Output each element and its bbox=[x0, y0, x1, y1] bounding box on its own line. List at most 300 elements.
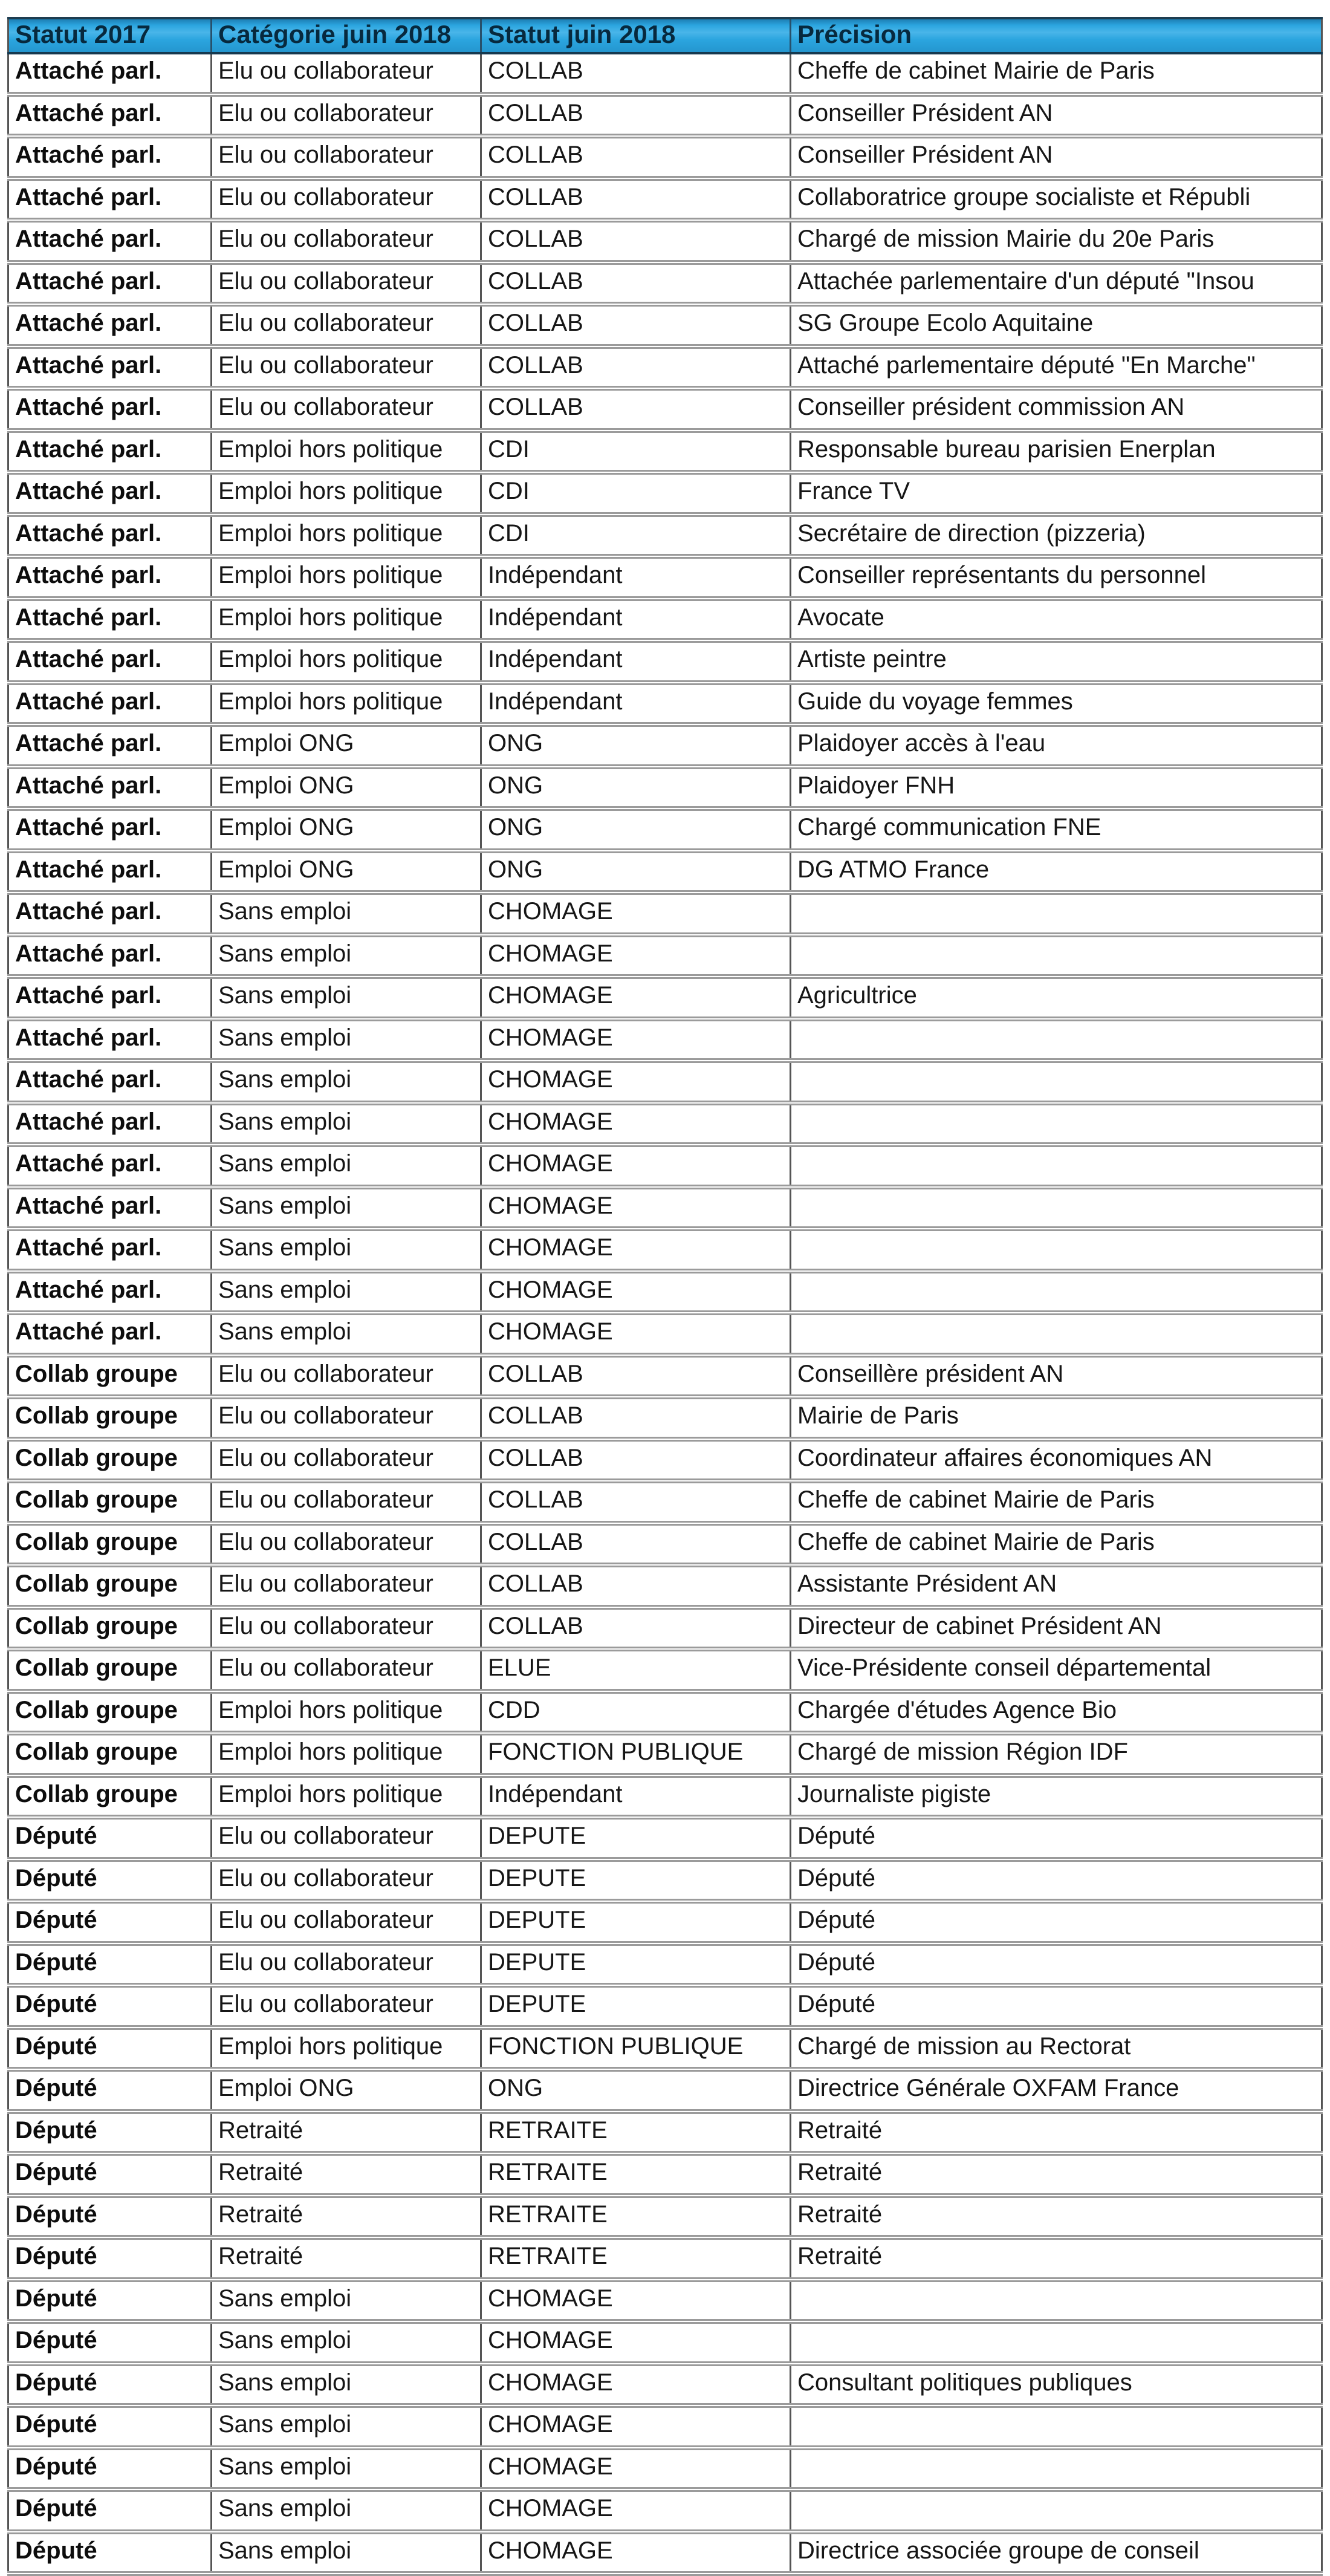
cell-categorie-juin-2018[interactable]: Elu ou collaborateur bbox=[212, 94, 481, 137]
cell-statut-2017[interactable]: Député bbox=[8, 2321, 212, 2364]
table-row bbox=[8, 2448, 1322, 2490]
cell-statut-2017[interactable]: Collab groupe bbox=[8, 1733, 212, 1775]
cell-statut-juin-2018[interactable]: COLLAB bbox=[481, 1439, 791, 1482]
table-row bbox=[8, 178, 1322, 221]
cell-categorie-juin-2018[interactable]: Emploi hors politique bbox=[212, 556, 481, 599]
cell-statut-2017[interactable]: Député bbox=[8, 2532, 212, 2574]
cell-statut-juin-2018[interactable]: Indépendant bbox=[481, 556, 791, 599]
table-row bbox=[8, 1943, 1322, 1986]
cell-categorie-juin-2018[interactable]: Elu ou collaborateur bbox=[212, 1607, 481, 1650]
cell-statut-juin-2018[interactable]: CHOMAGE bbox=[481, 2280, 791, 2322]
cell-categorie-juin-2018[interactable]: Elu ou collaborateur bbox=[212, 1943, 481, 1986]
cell-statut-juin-2018[interactable]: RETRAITE bbox=[481, 2153, 791, 2196]
cell-precision[interactable]: Agricultrice bbox=[791, 977, 1322, 1019]
cell-precision[interactable]: Directrice associée groupe de conseil bbox=[791, 2532, 1322, 2574]
cell-precision[interactable]: Plaidoyer FNH bbox=[791, 767, 1322, 809]
cell-categorie-juin-2018[interactable]: Sans emploi bbox=[212, 977, 481, 1019]
cell-categorie-juin-2018[interactable]: Elu ou collaborateur bbox=[212, 1355, 481, 1397]
table-row bbox=[8, 472, 1322, 515]
table-row bbox=[8, 1397, 1322, 1439]
cell-statut-2017[interactable]: Collab groupe bbox=[8, 1565, 212, 1607]
cell-precision[interactable]: Député bbox=[791, 1859, 1322, 1902]
cell-statut-juin-2018[interactable]: COLLAB bbox=[481, 262, 791, 305]
column-header-statut-juin-2018[interactable]: Statut juin 2018 bbox=[481, 18, 791, 53]
cell-statut-juin-2018[interactable]: CHOMAGE bbox=[481, 2532, 791, 2574]
cell-categorie-juin-2018[interactable]: Elu ou collaborateur bbox=[212, 1901, 481, 1943]
cell-categorie-juin-2018[interactable]: Sans emploi bbox=[212, 1271, 481, 1313]
cell-precision[interactable]: Responsable bureau parisien Enerplan bbox=[791, 431, 1322, 473]
cell-categorie-juin-2018[interactable]: Sans emploi bbox=[212, 1061, 481, 1103]
cell-categorie-juin-2018[interactable]: Elu ou collaborateur bbox=[212, 1649, 481, 1691]
cell-categorie-juin-2018[interactable]: Elu ou collaborateur bbox=[212, 1397, 481, 1439]
cell-categorie-juin-2018[interactable]: Emploi hors politique bbox=[212, 599, 481, 641]
cell-categorie-juin-2018[interactable]: Emploi hors politique bbox=[212, 683, 481, 725]
table-row bbox=[8, 2196, 1322, 2238]
cell-statut-juin-2018[interactable]: COLLAB bbox=[481, 94, 791, 137]
table-row bbox=[8, 2405, 1322, 2448]
cell-statut-2017[interactable]: Attaché parl. bbox=[8, 893, 212, 935]
cell-statut-2017[interactable]: Collab groupe bbox=[8, 1439, 212, 1482]
cell-statut-juin-2018[interactable]: CHOMAGE bbox=[481, 2448, 791, 2490]
table-row bbox=[8, 1859, 1322, 1902]
cell-categorie-juin-2018[interactable]: Emploi ONG bbox=[212, 2069, 481, 2112]
cell-precision[interactable]: Retraité bbox=[791, 2153, 1322, 2196]
cell-statut-2017[interactable]: Député bbox=[8, 2405, 212, 2448]
cell-statut-2017[interactable]: Attaché parl. bbox=[8, 94, 212, 137]
cell-statut-juin-2018[interactable]: Indépendant bbox=[481, 1775, 791, 1818]
cell-precision[interactable] bbox=[791, 1019, 1322, 1061]
cell-categorie-juin-2018[interactable]: Sans emploi bbox=[212, 1313, 481, 1355]
cell-categorie-juin-2018[interactable]: Sans emploi bbox=[212, 2448, 481, 2490]
cell-statut-2017[interactable]: Attaché parl. bbox=[8, 1187, 212, 1229]
table-row bbox=[8, 2237, 1322, 2280]
cell-statut-juin-2018[interactable]: COLLAB bbox=[481, 1607, 791, 1650]
cell-statut-2017[interactable]: Attaché parl. bbox=[8, 178, 212, 221]
cell-statut-juin-2018[interactable]: CHOMAGE bbox=[481, 1061, 791, 1103]
cell-precision[interactable] bbox=[791, 2321, 1322, 2364]
cell-statut-2017[interactable]: Député bbox=[8, 2028, 212, 2070]
table-row bbox=[8, 977, 1322, 1019]
table-row bbox=[8, 724, 1322, 767]
table-header bbox=[8, 18, 1322, 53]
cell-categorie-juin-2018[interactable]: Emploi hors politique bbox=[212, 515, 481, 557]
cell-statut-juin-2018[interactable]: RETRAITE bbox=[481, 2196, 791, 2238]
cell-statut-2017[interactable]: Collab groupe bbox=[8, 1481, 212, 1523]
cell-categorie-juin-2018[interactable]: Emploi ONG bbox=[212, 767, 481, 809]
cell-statut-2017[interactable]: Député bbox=[8, 1943, 212, 1986]
cell-statut-juin-2018[interactable]: CHOMAGE bbox=[481, 2490, 791, 2532]
cell-categorie-juin-2018[interactable]: Retraité bbox=[212, 2237, 481, 2280]
cell-categorie-juin-2018[interactable]: Sans emploi bbox=[212, 2364, 481, 2406]
cell-categorie-juin-2018[interactable]: Emploi ONG bbox=[212, 724, 481, 767]
cell-statut-juin-2018[interactable]: CHOMAGE bbox=[481, 1313, 791, 1355]
cell-categorie-juin-2018[interactable]: Elu ou collaborateur bbox=[212, 1439, 481, 1482]
cell-precision[interactable]: Conseillère président AN bbox=[791, 1355, 1322, 1397]
table-row bbox=[8, 1607, 1322, 1650]
cell-statut-2017[interactable]: Député bbox=[8, 2448, 212, 2490]
cell-precision[interactable] bbox=[791, 2490, 1322, 2532]
cell-statut-2017[interactable]: Député bbox=[8, 2490, 212, 2532]
table-row bbox=[8, 1691, 1322, 1734]
cell-statut-juin-2018[interactable]: CDI bbox=[481, 515, 791, 557]
cell-precision[interactable] bbox=[791, 893, 1322, 935]
cell-categorie-juin-2018[interactable]: Elu ou collaborateur bbox=[212, 53, 481, 94]
cell-statut-juin-2018[interactable]: COLLAB bbox=[481, 1355, 791, 1397]
table-row bbox=[8, 431, 1322, 473]
table-row bbox=[8, 1565, 1322, 1607]
table-row bbox=[8, 136, 1322, 178]
cell-categorie-juin-2018[interactable]: Sans emploi bbox=[212, 1229, 481, 1271]
cell-statut-juin-2018[interactable]: CHOMAGE bbox=[481, 1271, 791, 1313]
cell-statut-juin-2018[interactable]: RETRAITE bbox=[481, 2112, 791, 2154]
table-row bbox=[8, 808, 1322, 851]
cell-precision[interactable]: Retraité bbox=[791, 2196, 1322, 2238]
table-row bbox=[8, 1439, 1322, 1482]
cell-precision[interactable] bbox=[791, 2405, 1322, 2448]
cell-categorie-juin-2018[interactable]: Elu ou collaborateur bbox=[212, 262, 481, 305]
table-row bbox=[8, 2532, 1322, 2574]
cell-statut-juin-2018[interactable]: CHOMAGE bbox=[481, 1187, 791, 1229]
table-row bbox=[8, 851, 1322, 893]
cell-precision[interactable]: Vice-Présidente conseil départemental bbox=[791, 1649, 1322, 1691]
table-row bbox=[8, 1187, 1322, 1229]
table-row bbox=[8, 556, 1322, 599]
cell-statut-2017[interactable]: Attaché parl. bbox=[8, 220, 212, 262]
table-row bbox=[8, 1985, 1322, 2028]
cell-precision[interactable] bbox=[791, 1271, 1322, 1313]
cell-statut-2017[interactable]: Député bbox=[8, 2237, 212, 2280]
cell-statut-juin-2018[interactable]: ONG bbox=[481, 767, 791, 809]
cell-statut-juin-2018[interactable]: COLLAB bbox=[481, 1523, 791, 1566]
cell-precision[interactable] bbox=[791, 935, 1322, 977]
cell-categorie-juin-2018[interactable]: Sans emploi bbox=[212, 893, 481, 935]
table-row bbox=[8, 599, 1322, 641]
cell-statut-juin-2018[interactable]: ONG bbox=[481, 808, 791, 851]
cell-statut-juin-2018[interactable]: DEPUTE bbox=[481, 1817, 791, 1859]
cell-statut-juin-2018[interactable]: CHOMAGE bbox=[481, 935, 791, 977]
cell-categorie-juin-2018[interactable]: Sans emploi bbox=[212, 1145, 481, 1187]
cell-categorie-juin-2018[interactable]: Sans emploi bbox=[212, 1103, 481, 1145]
cell-statut-2017[interactable]: Attaché parl. bbox=[8, 977, 212, 1019]
cell-precision[interactable] bbox=[791, 1061, 1322, 1103]
cell-statut-2017[interactable]: Député bbox=[8, 2153, 212, 2196]
cell-categorie-juin-2018[interactable]: Elu ou collaborateur bbox=[212, 136, 481, 178]
cell-statut-2017[interactable]: Député bbox=[8, 2280, 212, 2322]
cell-statut-juin-2018[interactable]: DEPUTE bbox=[481, 1859, 791, 1902]
cell-statut-2017[interactable]: Attaché parl. bbox=[8, 262, 212, 305]
table-row bbox=[8, 2112, 1322, 2154]
table-row bbox=[8, 935, 1322, 977]
header-row bbox=[8, 18, 1322, 53]
cell-categorie-juin-2018[interactable]: Retraité bbox=[212, 2153, 481, 2196]
cell-categorie-juin-2018[interactable]: Elu ou collaborateur bbox=[212, 1817, 481, 1859]
cell-statut-juin-2018[interactable]: COLLAB bbox=[481, 304, 791, 346]
cell-statut-juin-2018[interactable]: COLLAB bbox=[481, 136, 791, 178]
cell-statut-2017[interactable]: Attaché parl. bbox=[8, 683, 212, 725]
cell-categorie-juin-2018[interactable]: Elu ou collaborateur bbox=[212, 388, 481, 431]
table-row bbox=[8, 2364, 1322, 2406]
cell-categorie-juin-2018[interactable]: Sans emploi bbox=[212, 1019, 481, 1061]
cell-categorie-juin-2018[interactable]: Sans emploi bbox=[212, 2405, 481, 2448]
table-row bbox=[8, 1901, 1322, 1943]
cell-statut-juin-2018[interactable]: DEPUTE bbox=[481, 1985, 791, 2028]
cell-statut-juin-2018[interactable]: COLLAB bbox=[481, 1397, 791, 1439]
table-row bbox=[8, 515, 1322, 557]
cell-statut-2017[interactable]: Député bbox=[8, 1985, 212, 2028]
cell-statut-2017[interactable]: Collab groupe bbox=[8, 1397, 212, 1439]
cell-categorie-juin-2018[interactable]: Elu ou collaborateur bbox=[212, 1565, 481, 1607]
table-row bbox=[8, 304, 1322, 346]
cell-categorie-juin-2018[interactable]: Emploi hors politique bbox=[212, 472, 481, 515]
cell-precision[interactable]: Directrice Générale OXFAM France bbox=[791, 2069, 1322, 2112]
cell-statut-2017[interactable]: Collab groupe bbox=[8, 1523, 212, 1566]
cell-statut-2017[interactable]: Attaché parl. bbox=[8, 472, 212, 515]
cell-statut-2017[interactable]: Attaché parl. bbox=[8, 808, 212, 851]
table-row bbox=[8, 2321, 1322, 2364]
cell-precision[interactable]: Artiste peintre bbox=[791, 640, 1322, 683]
cell-statut-juin-2018[interactable]: FONCTION PUBLIQUE bbox=[481, 1733, 791, 1775]
cell-categorie-juin-2018[interactable]: Elu ou collaborateur bbox=[212, 346, 481, 389]
cell-categorie-juin-2018[interactable]: Sans emploi bbox=[212, 2280, 481, 2322]
cell-precision[interactable] bbox=[791, 1187, 1322, 1229]
cell-statut-2017[interactable]: Attaché parl. bbox=[8, 640, 212, 683]
cell-categorie-juin-2018[interactable]: Sans emploi bbox=[212, 1187, 481, 1229]
cell-statut-2017[interactable]: Attaché parl. bbox=[8, 724, 212, 767]
table-row bbox=[8, 2153, 1322, 2196]
cell-statut-juin-2018[interactable]: CHOMAGE bbox=[481, 1019, 791, 1061]
cell-statut-2017[interactable]: Collab groupe bbox=[8, 1355, 212, 1397]
cell-statut-2017[interactable]: Attaché parl. bbox=[8, 53, 212, 94]
cell-precision[interactable] bbox=[791, 1313, 1322, 1355]
cell-statut-juin-2018[interactable]: CHOMAGE bbox=[481, 1103, 791, 1145]
cell-precision[interactable]: Conseiller représentants du personnel bbox=[791, 556, 1322, 599]
cell-precision[interactable]: Retraité bbox=[791, 2237, 1322, 2280]
table-row bbox=[8, 1271, 1322, 1313]
cell-precision[interactable] bbox=[791, 1103, 1322, 1145]
cell-statut-2017[interactable]: Député bbox=[8, 2069, 212, 2112]
cell-statut-juin-2018[interactable]: COLLAB bbox=[481, 346, 791, 389]
cell-statut-2017[interactable]: Député bbox=[8, 1901, 212, 1943]
table-row bbox=[8, 1733, 1322, 1775]
cell-precision[interactable] bbox=[791, 1229, 1322, 1271]
cell-statut-2017[interactable]: Député bbox=[8, 2364, 212, 2406]
cell-statut-juin-2018[interactable]: ONG bbox=[481, 724, 791, 767]
cell-statut-2017[interactable]: Attaché parl. bbox=[8, 1271, 212, 1313]
cell-statut-juin-2018[interactable]: Indépendant bbox=[481, 683, 791, 725]
column-header-categorie-juin-2018[interactable]: Catégorie juin 2018 bbox=[212, 18, 481, 53]
cell-statut-juin-2018[interactable]: COLLAB bbox=[481, 1481, 791, 1523]
cell-categorie-juin-2018[interactable]: Emploi hors politique bbox=[212, 431, 481, 473]
cell-statut-juin-2018[interactable]: CHOMAGE bbox=[481, 2321, 791, 2364]
cell-statut-2017[interactable]: Attaché parl. bbox=[8, 515, 212, 557]
table-row bbox=[8, 2069, 1322, 2112]
cell-statut-2017[interactable]: Député bbox=[8, 1859, 212, 1902]
cell-statut-2017[interactable]: Attaché parl. bbox=[8, 767, 212, 809]
table-row bbox=[8, 1145, 1322, 1187]
cell-statut-juin-2018[interactable]: CHOMAGE bbox=[481, 2405, 791, 2448]
cell-precision[interactable]: Attachée parlementaire d'un député "Insou bbox=[791, 262, 1322, 305]
cell-categorie-juin-2018[interactable]: Elu ou collaborateur bbox=[212, 1523, 481, 1566]
cell-statut-2017[interactable]: Attaché parl. bbox=[8, 935, 212, 977]
cell-statut-juin-2018[interactable]: Indépendant bbox=[481, 599, 791, 641]
cell-precision[interactable]: Député bbox=[791, 1943, 1322, 1986]
cell-precision[interactable]: Chargé communication FNE bbox=[791, 808, 1322, 851]
cell-precision[interactable]: Guide du voyage femmes bbox=[791, 683, 1322, 725]
cell-statut-juin-2018[interactable]: CHOMAGE bbox=[481, 893, 791, 935]
cell-statut-2017[interactable]: Attaché parl. bbox=[8, 851, 212, 893]
cell-precision[interactable]: Plaidoyer accès à l'eau bbox=[791, 724, 1322, 767]
cell-statut-2017[interactable]: Attaché parl. bbox=[8, 1019, 212, 1061]
cell-statut-2017[interactable]: Attaché parl. bbox=[8, 304, 212, 346]
cell-statut-juin-2018[interactable]: FONCTION PUBLIQUE bbox=[481, 2028, 791, 2070]
table-row bbox=[8, 220, 1322, 262]
table-row bbox=[8, 1061, 1322, 1103]
cell-statut-2017[interactable]: Collab groupe bbox=[8, 1607, 212, 1650]
cell-statut-juin-2018[interactable]: COLLAB bbox=[481, 53, 791, 94]
cell-statut-juin-2018[interactable]: CDI bbox=[481, 431, 791, 473]
table-row bbox=[8, 1355, 1322, 1397]
cell-categorie-juin-2018[interactable]: Emploi ONG bbox=[212, 808, 481, 851]
cell-statut-juin-2018[interactable]: CHOMAGE bbox=[481, 1229, 791, 1271]
cell-statut-juin-2018[interactable]: ONG bbox=[481, 2069, 791, 2112]
cell-precision[interactable]: Chargé de mission au Rectorat bbox=[791, 2028, 1322, 2070]
table-row bbox=[8, 262, 1322, 305]
table-row bbox=[8, 1019, 1322, 1061]
cell-statut-juin-2018[interactable]: RETRAITE bbox=[481, 2237, 791, 2280]
cell-statut-juin-2018[interactable]: Indépendant bbox=[481, 640, 791, 683]
cell-categorie-juin-2018[interactable]: Elu ou collaborateur bbox=[212, 220, 481, 262]
cell-precision[interactable]: Retraité bbox=[791, 2112, 1322, 2154]
table-row bbox=[8, 2028, 1322, 2070]
cell-statut-2017[interactable]: Attaché parl. bbox=[8, 388, 212, 431]
table-row bbox=[8, 1103, 1322, 1145]
cell-statut-2017[interactable]: Député bbox=[8, 1817, 212, 1859]
cell-precision[interactable]: DG ATMO France bbox=[791, 851, 1322, 893]
cell-precision[interactable]: Député bbox=[791, 1985, 1322, 2028]
cell-precision[interactable]: Député bbox=[791, 1901, 1322, 1943]
cell-categorie-juin-2018[interactable]: Elu ou collaborateur bbox=[212, 1985, 481, 2028]
cell-precision[interactable]: Journaliste pigiste bbox=[791, 1775, 1322, 1818]
cell-statut-2017[interactable]: Attaché parl. bbox=[8, 1229, 212, 1271]
table-row bbox=[8, 1775, 1322, 1818]
cell-categorie-juin-2018[interactable]: Sans emploi bbox=[212, 935, 481, 977]
cell-precision[interactable]: Assistante Président AN bbox=[791, 1565, 1322, 1607]
cell-statut-juin-2018[interactable]: COLLAB bbox=[481, 1565, 791, 1607]
cell-categorie-juin-2018[interactable]: Sans emploi bbox=[212, 2532, 481, 2574]
column-header-precision[interactable]: Précision bbox=[791, 18, 1322, 53]
cell-statut-juin-2018[interactable]: COLLAB bbox=[481, 178, 791, 221]
table-row bbox=[8, 683, 1322, 725]
cell-statut-2017[interactable]: Député bbox=[8, 2112, 212, 2154]
cell-statut-2017[interactable]: Collab groupe bbox=[8, 1775, 212, 1818]
cell-categorie-juin-2018[interactable]: Retraité bbox=[212, 2112, 481, 2154]
cell-precision[interactable]: Collaboratrice groupe socialiste et Républi bbox=[791, 178, 1322, 221]
cell-precision[interactable]: Chargé de mission Région IDF bbox=[791, 1733, 1322, 1775]
cell-categorie-juin-2018[interactable]: Sans emploi bbox=[212, 2321, 481, 2364]
table-row bbox=[8, 640, 1322, 683]
cell-statut-2017[interactable]: Attaché parl. bbox=[8, 599, 212, 641]
cell-categorie-juin-2018[interactable]: Elu ou collaborateur bbox=[212, 1481, 481, 1523]
cell-categorie-juin-2018[interactable]: Elu ou collaborateur bbox=[212, 304, 481, 346]
data-table bbox=[7, 17, 1323, 2576]
cell-statut-2017[interactable]: Attaché parl. bbox=[8, 346, 212, 389]
table-row bbox=[8, 2490, 1322, 2532]
cell-statut-2017[interactable]: Attaché parl. bbox=[8, 1145, 212, 1187]
table-row bbox=[8, 893, 1322, 935]
cell-categorie-juin-2018[interactable]: Emploi ONG bbox=[212, 851, 481, 893]
cell-statut-2017[interactable]: Attaché parl. bbox=[8, 431, 212, 473]
table-body bbox=[8, 53, 1322, 2574]
cell-statut-2017[interactable]: Collab groupe bbox=[8, 1691, 212, 1734]
cell-statut-2017[interactable]: Collab groupe bbox=[8, 1649, 212, 1691]
cell-precision[interactable]: Coordinateur affaires économiques AN bbox=[791, 1439, 1322, 1482]
cell-categorie-juin-2018[interactable]: Elu ou collaborateur bbox=[212, 178, 481, 221]
cell-precision[interactable]: Directeur de cabinet Président AN bbox=[791, 1607, 1322, 1650]
cell-statut-juin-2018[interactable]: CDD bbox=[481, 1691, 791, 1734]
cell-precision[interactable] bbox=[791, 2448, 1322, 2490]
cell-categorie-juin-2018[interactable]: Emploi hors politique bbox=[212, 1733, 481, 1775]
cell-categorie-juin-2018[interactable]: Emploi hors politique bbox=[212, 2028, 481, 2070]
cell-precision[interactable]: Avocate bbox=[791, 599, 1322, 641]
cell-precision[interactable]: France TV bbox=[791, 472, 1322, 515]
cell-precision[interactable]: Consultant politiques publiques bbox=[791, 2364, 1322, 2406]
cell-precision[interactable]: Attaché parlementaire député "En Marche" bbox=[791, 346, 1322, 389]
cell-statut-juin-2018[interactable]: COLLAB bbox=[481, 388, 791, 431]
cell-precision[interactable]: SG Groupe Ecolo Aquitaine bbox=[791, 304, 1322, 346]
cell-precision[interactable]: Député bbox=[791, 1817, 1322, 1859]
cell-statut-2017[interactable]: Attaché parl. bbox=[8, 136, 212, 178]
cell-statut-juin-2018[interactable]: DEPUTE bbox=[481, 1943, 791, 1986]
cell-statut-juin-2018[interactable]: CHOMAGE bbox=[481, 977, 791, 1019]
cell-categorie-juin-2018[interactable]: Emploi hors politique bbox=[212, 1691, 481, 1734]
cell-categorie-juin-2018[interactable]: Retraité bbox=[212, 2196, 481, 2238]
cell-precision[interactable] bbox=[791, 1145, 1322, 1187]
table-row bbox=[8, 388, 1322, 431]
cell-categorie-juin-2018[interactable]: Emploi hors politique bbox=[212, 1775, 481, 1818]
cell-statut-juin-2018[interactable]: COLLAB bbox=[481, 220, 791, 262]
cell-statut-juin-2018[interactable]: CHOMAGE bbox=[481, 1145, 791, 1187]
cell-precision[interactable]: Cheffe de cabinet Mairie de Paris bbox=[791, 53, 1322, 94]
cell-statut-2017[interactable]: Attaché parl. bbox=[8, 1061, 212, 1103]
cell-statut-juin-2018[interactable]: ELUE bbox=[481, 1649, 791, 1691]
table-row bbox=[8, 53, 1322, 94]
table-row bbox=[8, 2280, 1322, 2322]
cell-precision[interactable]: Cheffe de cabinet Mairie de Paris bbox=[791, 1523, 1322, 1566]
cell-statut-2017[interactable]: Attaché parl. bbox=[8, 1313, 212, 1355]
cell-precision[interactable]: Secrétaire de direction (pizzeria) bbox=[791, 515, 1322, 557]
cell-categorie-juin-2018[interactable]: Sans emploi bbox=[212, 2490, 481, 2532]
cell-statut-2017[interactable]: Attaché parl. bbox=[8, 556, 212, 599]
cell-precision[interactable]: Conseiller Président AN bbox=[791, 94, 1322, 137]
cell-categorie-juin-2018[interactable]: Emploi hors politique bbox=[212, 640, 481, 683]
cell-statut-juin-2018[interactable]: DEPUTE bbox=[481, 1901, 791, 1943]
cell-statut-juin-2018[interactable]: CDI bbox=[481, 472, 791, 515]
cell-precision[interactable]: Chargée d'études Agence Bio bbox=[791, 1691, 1322, 1734]
cell-statut-2017[interactable]: Attaché parl. bbox=[8, 1103, 212, 1145]
cell-statut-2017[interactable]: Député bbox=[8, 2196, 212, 2238]
cell-statut-juin-2018[interactable]: ONG bbox=[481, 851, 791, 893]
cell-precision[interactable]: Cheffe de cabinet Mairie de Paris bbox=[791, 1481, 1322, 1523]
table-row bbox=[8, 94, 1322, 137]
cell-precision[interactable]: Conseiller président commission AN bbox=[791, 388, 1322, 431]
column-header-statut-2017[interactable]: Statut 2017 bbox=[8, 18, 212, 53]
cell-precision[interactable] bbox=[791, 2280, 1322, 2322]
cell-categorie-juin-2018[interactable]: Elu ou collaborateur bbox=[212, 1859, 481, 1902]
cell-statut-juin-2018[interactable]: CHOMAGE bbox=[481, 2364, 791, 2406]
cell-precision[interactable]: Mairie de Paris bbox=[791, 1397, 1322, 1439]
cell-precision[interactable]: Conseiller Président AN bbox=[791, 136, 1322, 178]
cell-precision[interactable]: Chargé de mission Mairie du 20e Paris bbox=[791, 220, 1322, 262]
